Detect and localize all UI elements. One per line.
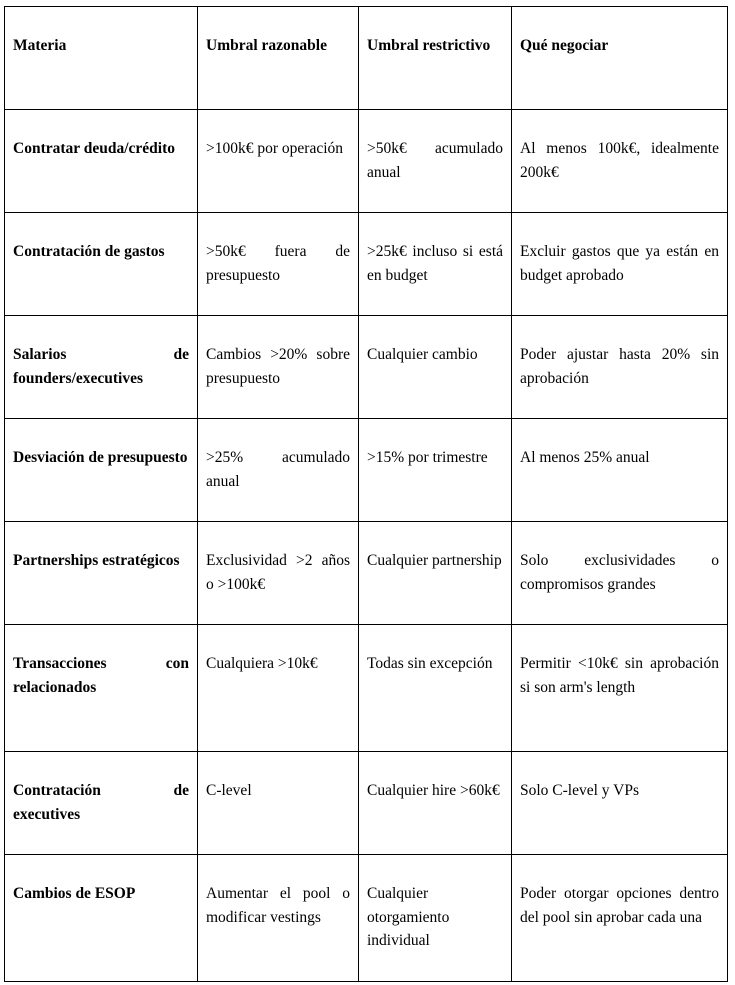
row-materia: Contratación de executives (5, 752, 198, 855)
row-umbral-restrictivo: >15% por trimestre (359, 419, 512, 522)
table-row (5, 419, 728, 522)
row-materia: Transacciones con relacionados (5, 625, 198, 752)
row-que-negociar: Poder ajustar hasta 20% sin aprobación (512, 316, 728, 419)
row-que-negociar: Solo exclusividades o compromisos grandes (512, 522, 728, 625)
row-que-negociar: Excluir gastos que ya están en budget aprobado (512, 213, 728, 316)
table-row (5, 855, 728, 982)
row-umbral-restrictivo: Cualquier partnership (359, 522, 512, 625)
row-umbral-razonable: Exclusividad >2 años o >100k€ (198, 522, 359, 625)
header-umbral-restrictivo: Umbral restrictivo (359, 7, 512, 110)
table-row (5, 625, 728, 752)
row-que-negociar: Al menos 100k€, idealmente 200k€ (512, 110, 728, 213)
row-que-negociar: Al menos 25% anual (512, 419, 728, 522)
row-umbral-restrictivo: >50k€ acumulado anual (359, 110, 512, 213)
row-umbral-restrictivo: >25k€ incluso si está en budget (359, 213, 512, 316)
row-que-negociar: Poder otorgar opciones dentro del pool sin aprobar cada una (512, 855, 728, 982)
row-materia: Salarios de founders/executives (5, 316, 198, 419)
row-umbral-razonable: >50k€ fuera de presupuesto (198, 213, 359, 316)
header-umbral-razonable: Umbral razonable (198, 7, 359, 110)
row-umbral-razonable: >100k€ por operación (198, 110, 359, 213)
table-row (5, 110, 728, 213)
row-materia: Contratación de gastos (5, 213, 198, 316)
table-row (5, 522, 728, 625)
row-umbral-restrictivo: Cualquier cambio (359, 316, 512, 419)
table-row (5, 213, 728, 316)
row-umbral-restrictivo: Cualquier otorgamiento individual (359, 855, 512, 982)
row-materia: Cambios de ESOP (5, 855, 198, 982)
row-umbral-razonable: Cualquiera >10k€ (198, 625, 359, 752)
row-umbral-razonable: Cambios >20% sobre presupuesto (198, 316, 359, 419)
table-row (5, 316, 728, 419)
row-umbral-restrictivo: Todas sin excepción (359, 625, 512, 752)
row-materia: Contratar deuda/crédito (5, 110, 198, 213)
header-materia: Materia (5, 7, 198, 110)
row-que-negociar: Permitir <10k€ sin aprobación si son arm's length (512, 625, 728, 752)
table-row (5, 752, 728, 855)
negotiation-thresholds-table (4, 6, 728, 982)
row-umbral-razonable: C-level (198, 752, 359, 855)
row-umbral-restrictivo: Cualquier hire >60k€ (359, 752, 512, 855)
row-que-negociar: Solo C-level y VPs (512, 752, 728, 855)
row-umbral-razonable: >25% acumulado anual (198, 419, 359, 522)
header-que-negociar: Qué negociar (512, 7, 728, 110)
table-header-row (5, 7, 728, 110)
row-umbral-razonable: Aumentar el pool o modificar vestings (198, 855, 359, 982)
row-materia: Partnerships estratégicos (5, 522, 198, 625)
row-materia: Desviación de presupuesto (5, 419, 198, 522)
